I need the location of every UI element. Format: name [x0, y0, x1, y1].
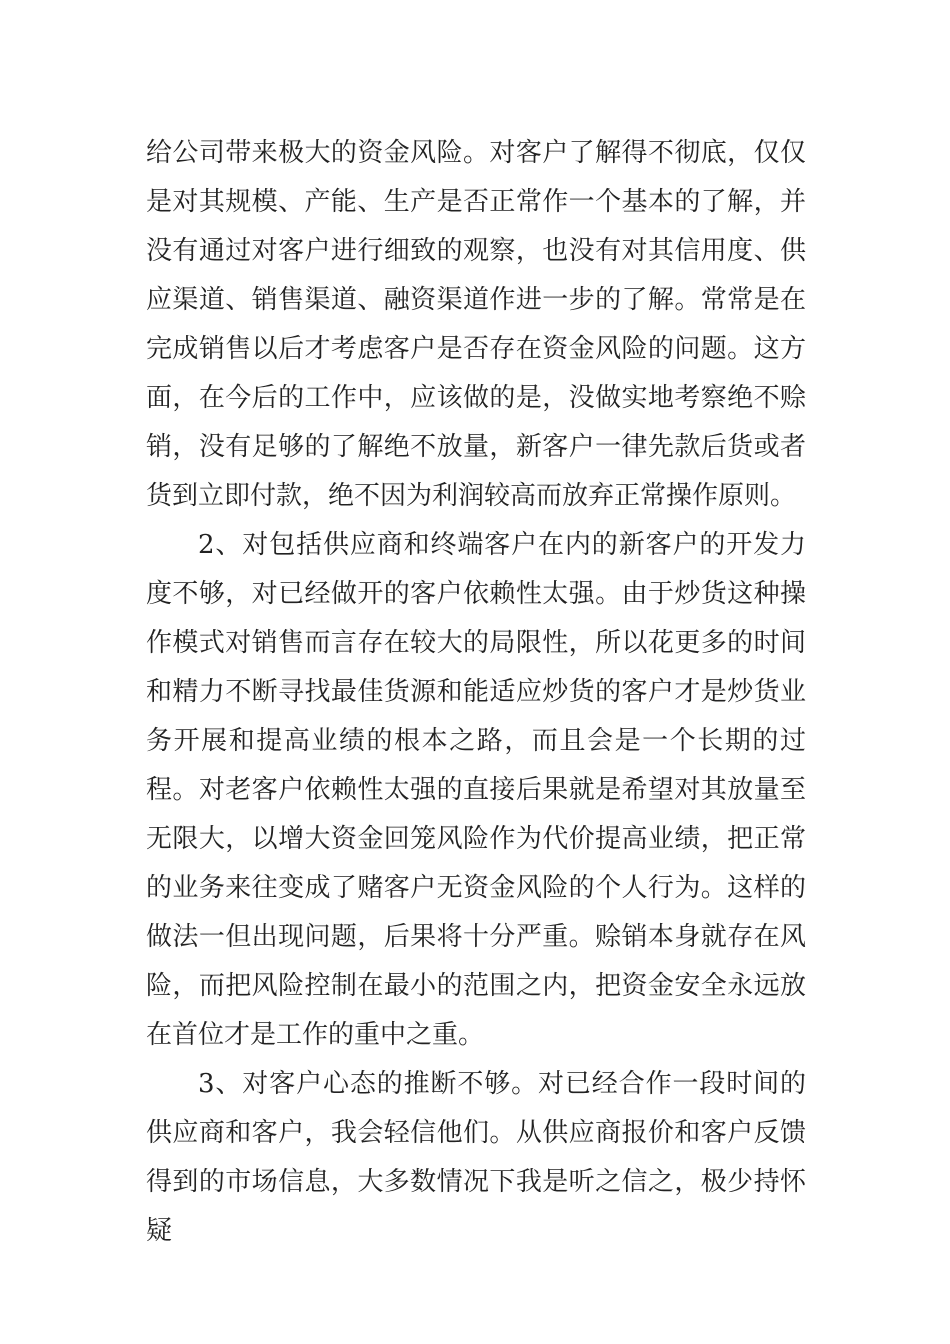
paragraph-1: 给公司带来极大的资金风险。对客户了解得不彻底，仅仅是对其规模、产能、生产是否正常作一个基本的了解，并没有通过对客户进行细致的观察，也没有对其信用度、供应渠道、销售渠道、融资渠道作进一步的了解。常常是在完成销售以后才考虑客户是否存在资金风险的问题。这方面，在今后的工作中，应该做的是，没做实地考察绝不赊销，没有足够的了解绝不放量，新客户一律先款后货或者货到立即付款，绝不因为利润较高而放弃正常操作原则。 — [146, 138, 806, 511]
document-body — [146, 129, 806, 1256]
paragraph-2: 2、对包括供应商和终端客户在内的新客户的开发力度不够，对已经做开的客户依赖性太强。由于炒货这种操作模式对销售而言存在较大的局限性，所以花更多的时间和精力不断寻找最佳货源和能适应炒货的客户才是炒货业务开展和提高业绩的根本之路，而且会是一个长期的过程。对老客户依赖性太强的直接后果就是希望对其放量至无限大，以增大资金回笼风险作为代价提高业绩，把正常的业务来往变成了赌客户无资金风险的个人行为。这样的做法一但出现问题，后果将十分严重。赊销本身就存在风险，而把风险控制在最小的范围之内，把资金安全永远放在首位才是工作的重中之重。 — [146, 530, 806, 1050]
paragraph-3: 3、对客户心态的推断不够。对已经合作一段时间的供应商和客户，我会轻信他们。从供应商报价和客户反馈得到的市场信息，大多数情况下我是听之信之，极少持怀疑 — [146, 1069, 806, 1246]
